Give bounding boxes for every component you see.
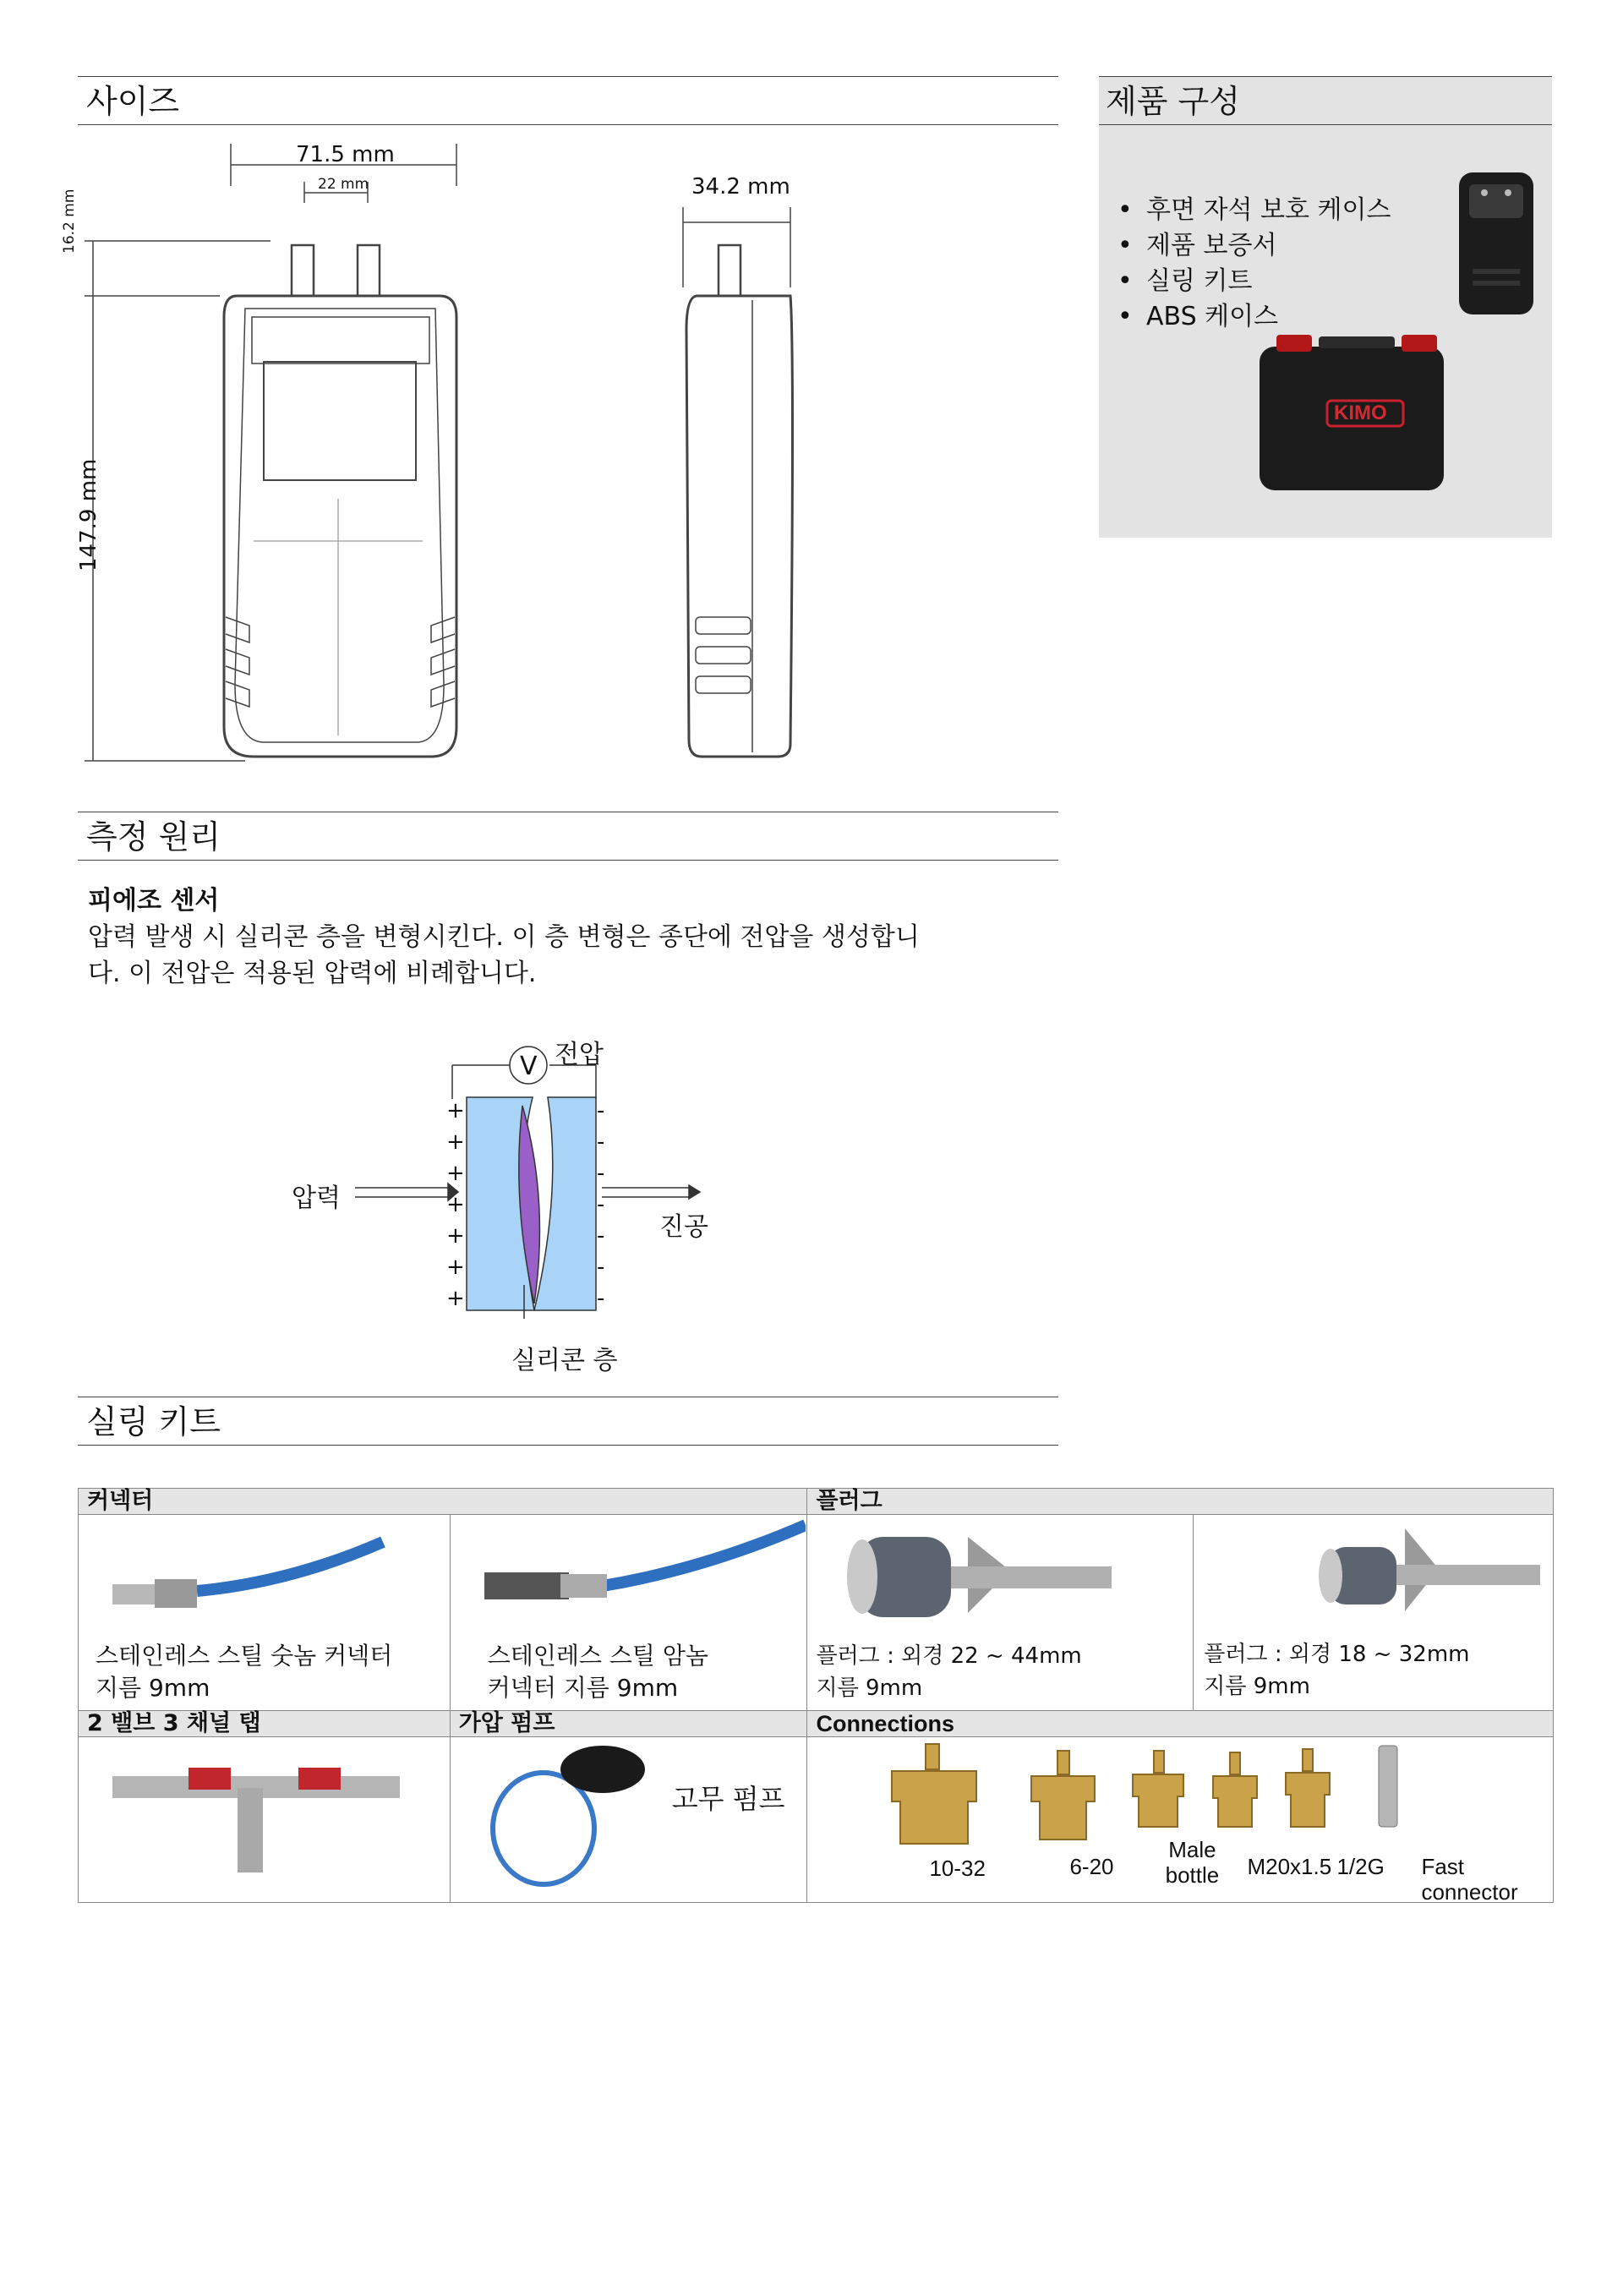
female-connector-image	[476, 1518, 806, 1620]
voltage-symbol: V	[520, 1052, 538, 1081]
connector-header: 커넥터	[79, 1489, 807, 1515]
vacuum-label: 진공	[659, 1212, 708, 1242]
contents-item: • 제품 보증서	[1114, 228, 1391, 264]
connection-label: 6-20	[1069, 1854, 1114, 1879]
positive-charges: + + + + + + +	[446, 1098, 465, 1311]
contents-item: • 실링 키트	[1114, 264, 1391, 299]
connection-label: Fast connector	[1421, 1854, 1518, 1905]
plug1-cell	[807, 1515, 1194, 1711]
connection-label: 1/2G	[1336, 1854, 1385, 1879]
measure-section-title: 측정 원리	[78, 812, 1058, 861]
protective-case-image	[1456, 167, 1538, 318]
rubber-pump-image	[484, 1744, 653, 1892]
principle-heading: 피에조 센서	[88, 886, 220, 916]
pressure-label: 압력	[292, 1184, 341, 1213]
principle-text	[88, 883, 1060, 992]
pump-cell	[450, 1737, 807, 1903]
male-connector-image	[104, 1532, 391, 1625]
case-brand-logo: KIMO	[1334, 402, 1387, 424]
plug-small-image	[1312, 1518, 1549, 1626]
female-connector-label: 스테인레스 스틸 암놈 커넥터 지름 9mm	[487, 1642, 708, 1702]
female-connector-cell	[450, 1515, 807, 1711]
male-connector-cell	[79, 1515, 451, 1711]
plug-large-image	[841, 1520, 1120, 1630]
width-dimension-label: 71.5 mm	[296, 142, 395, 167]
negative-charges: - - - - - - -	[597, 1098, 605, 1311]
connection-label: M20x1.5	[1247, 1854, 1332, 1879]
connections-header: Connections	[807, 1711, 1554, 1737]
connection-label: Male bottle	[1165, 1837, 1220, 1888]
principle-line: 압력 발생 시 실리콘 층을 변형시킨다. 이 층 변형은 종단에 전압을 생성합니	[88, 922, 920, 952]
silicon-layer-label: 실리콘 층	[511, 1346, 618, 1375]
brass-fittings-image	[875, 1742, 1484, 1852]
male-connector-label: 스테인레스 스틸 숫놈 커넥터 지름 9mm	[96, 1642, 393, 1702]
contents-list	[1114, 193, 1391, 335]
contents-item: • 후면 자석 보호 케이스	[1114, 193, 1391, 228]
sealing-kit-table	[78, 1488, 1554, 1903]
valve-cell	[79, 1737, 451, 1903]
plug-header: 플러그	[807, 1489, 1554, 1515]
principle-line: 다. 이 전압은 적용된 압력에 비례합니다.	[88, 959, 537, 988]
plug2-label: 플러그 : 외경 18 ~ 32mm 지름 9mm	[1204, 1642, 1470, 1699]
plug1-label: 플러그 : 외경 22 ~ 44mm 지름 9mm	[816, 1643, 1082, 1701]
valve-header: 2 밸브 3 채널 탭	[79, 1711, 451, 1737]
pump-header: 가압 펌프	[450, 1711, 807, 1737]
height-dimension-label: 147.9 mm	[76, 458, 101, 571]
voltage-label: 전압	[555, 1040, 604, 1069]
connector-height-label: 16.2 mm	[61, 189, 78, 254]
depth-dimension-label: 34.2 mm	[691, 174, 790, 200]
connections-cell	[807, 1737, 1554, 1903]
contents-section-title: 제품 구성	[1099, 76, 1552, 125]
device-dimension-drawing	[76, 135, 820, 778]
pump-label: 고무 펌프	[671, 1783, 785, 1815]
connector-spacing-label: 22 mm	[318, 176, 369, 193]
plug2-cell	[1194, 1515, 1554, 1711]
size-section-title: 사이즈	[78, 76, 1058, 125]
contents-item: • ABS 케이스	[1114, 299, 1391, 335]
sealing-section-title: 실링 키트	[78, 1397, 1058, 1446]
three-way-valve-image	[104, 1751, 408, 1878]
connection-label: 10-32	[929, 1856, 986, 1881]
